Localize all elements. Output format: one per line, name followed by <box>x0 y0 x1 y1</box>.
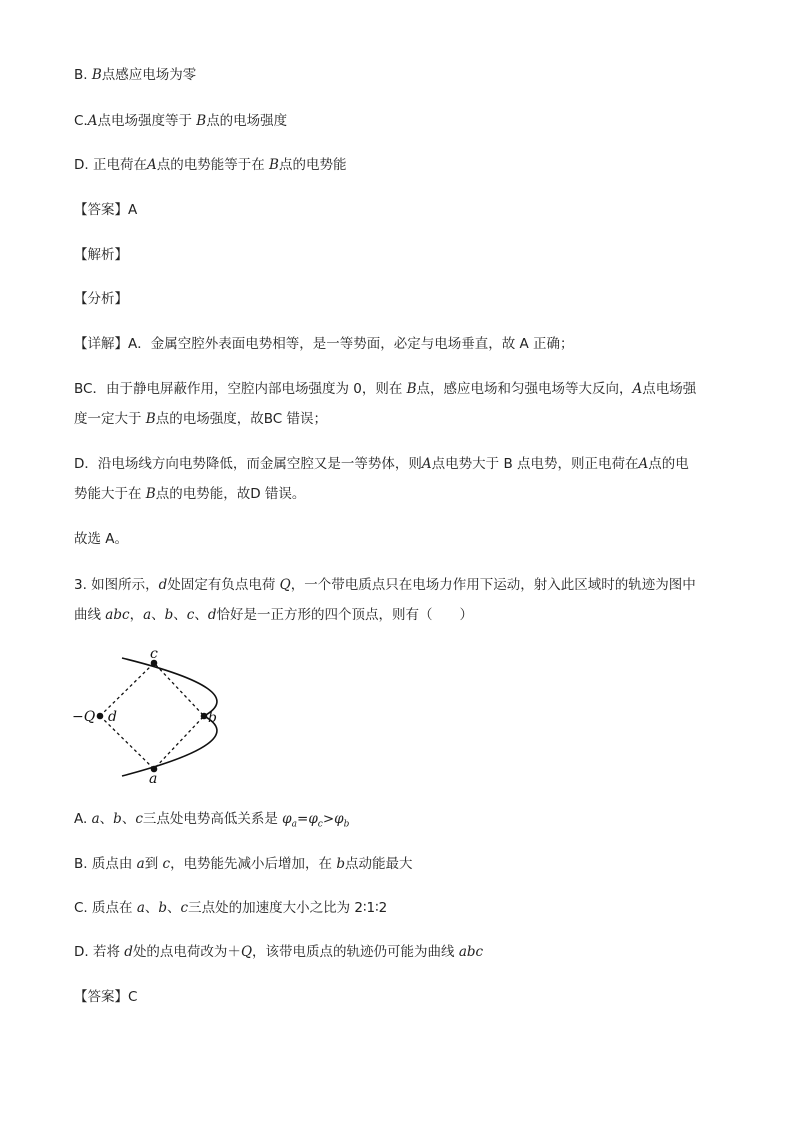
answer: 【答案】C <box>74 989 138 1005</box>
point-b <box>201 713 208 720</box>
explanation-bc-2: 度一定大于 B点的电场强度，故BC 错误； <box>74 411 327 427</box>
label-a: a <box>149 771 158 785</box>
label-c: c <box>150 646 158 662</box>
option-d-prev: D. 正电荷在A点的电势能等于在 B点的电势能 <box>74 157 347 173</box>
choice-summary: 故选 A。 <box>74 531 129 547</box>
point-d <box>97 713 104 720</box>
answer-prev: 【答案】A <box>74 202 138 218</box>
question-3-line-1: 3. 如图所示，d处固定有负点电荷 Q，一个带电质点只在电场力作用下运动，射入此区域时的轨迹为图中 <box>74 577 696 593</box>
explanation-bc-1: BC．由于静电屏蔽作用，空腔内部电场强度为 0，则在 B点，感应电场和匀强电场等大反向，A点电场强 <box>74 381 697 397</box>
option-d: D. 若将 d处的点电荷改为＋Q，该带电质点的轨迹仍可能为曲线 abc <box>74 944 484 960</box>
option-b-prev: B. B点感应电场为零 <box>74 67 197 83</box>
option-b: B. 质点由 a到 c，电势能先减小后增加，在 b点动能最大 <box>74 856 413 872</box>
label-b: b <box>208 710 217 726</box>
explanation-d-2: 势能大于在 B点的电势能，故D 错误。 <box>74 486 306 502</box>
option-a: A. a、b、c三点处电势高低关系是 $\varphi_a=\varphi_c>\varphi_b$ <box>74 811 350 830</box>
square-charge-diagram <box>70 645 230 785</box>
question-3-line-2: 曲线 abc，a、b、c、d恰好是一正方形的四个顶点，则有（ ） <box>74 607 473 623</box>
label-d: d <box>108 709 117 725</box>
explanation-a: 【详解】A．金属空腔外表面电势相等，是一等势面，必定与电场垂直，故 A 正确； <box>74 336 574 352</box>
option-c-prev: C.A点电场强度等于 B点的电场强度 <box>74 113 288 129</box>
option-c: C. 质点在 a、b、c三点处的加速度大小之比为 2∶1∶2 <box>74 900 388 916</box>
fenxi-heading: 【分析】 <box>74 291 128 307</box>
explanation-d-1: D．沿电场线方向电势降低，而金属空腔又是一等势体，则A点电势大于 B 点电势，则正电荷在A点的电 <box>74 456 689 472</box>
label-minus-q: −Q <box>72 709 96 725</box>
analysis-heading: 【解析】 <box>74 247 128 263</box>
